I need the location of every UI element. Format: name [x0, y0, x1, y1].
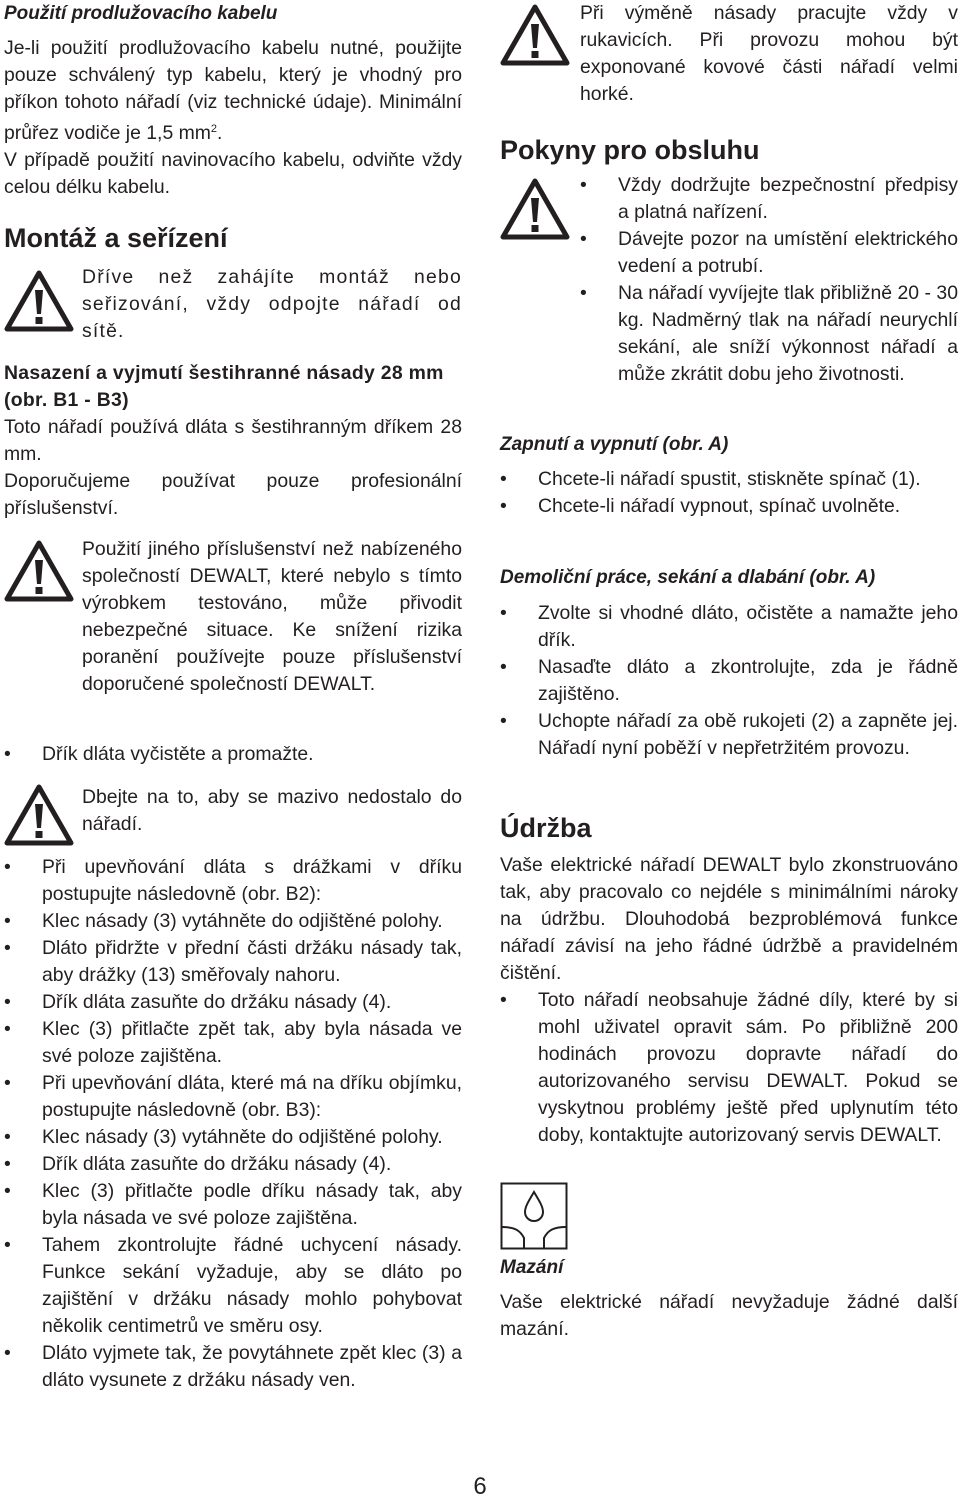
- list-item-text: Dřík dláta zasuňte do držáku násady (4).: [42, 1153, 392, 1175]
- operation-heading-text: Pokyny pro obsluhu: [500, 135, 760, 165]
- list-item: [4, 935, 462, 989]
- list-item: [4, 908, 462, 935]
- list-item: [4, 989, 462, 1016]
- bullet: •: [4, 1126, 11, 1148]
- list-item-text: Toto nářadí neobsahuje žádné díly, které by si mohl uživatel opravit sám. Po přibližně 200 hodinách provozu dopravte nářadí do autorizovaného servisu DEWALT. Pokud se vyskytnou problémy ještě před uplynutím této doby, kontaktujte autorizovaný servis DEWALT.: [538, 989, 958, 1146]
- list-item-text: Klec (3) přitlačte zpět tak, aby byla násada ve své poloze zajištěna.: [42, 1018, 462, 1067]
- hex-section: [4, 360, 462, 522]
- list-item-text: Dřík dláta vyčistěte a promažte.: [42, 743, 314, 765]
- list-item-clean-shank: [4, 741, 462, 768]
- left-column: [4, 0, 462, 1391]
- lubrication-paragraph: Vaše elektrické nářadí nevyžaduje žádné další mazání.: [500, 1291, 958, 1340]
- list-item: [4, 1124, 462, 1151]
- list-item: [500, 708, 958, 762]
- list-item: [4, 1232, 462, 1340]
- bullet: •: [580, 228, 587, 250]
- demolition-heading: Demoliční práce, sekání a dlabání (obr. A): [500, 567, 876, 588]
- list-item: [500, 493, 958, 520]
- bullet: •: [4, 1018, 11, 1040]
- demolition-list: [500, 600, 958, 762]
- assembly-warning-text: Dříve než zahájíte montáž nebo seřizování, vždy odpojte nářadí od sítě.: [82, 266, 462, 342]
- list-item: [4, 1340, 462, 1394]
- list-item-text: Klec (3) přitlačte podle dříku násady tak, aby byla násada ve své poloze zajištěna.: [42, 1180, 462, 1229]
- grease-warning: [4, 782, 462, 842]
- list-item: [4, 1178, 462, 1232]
- onoff-section: [500, 431, 958, 520]
- list-item-text: Zvolte si vhodné dláto, očistěte a namažte jeho dřík.: [538, 602, 958, 651]
- gloves-warning-text: Při výměně násady pracujte vždy v rukavicích. Při provozu mohou být exponované kovové části nářadí velmi horké.: [580, 2, 958, 105]
- lubrication-section: [500, 1254, 958, 1343]
- assembly-warning: [4, 266, 462, 348]
- accessories-warning-text: Použití jiného příslušenství než nabízeného společností DEWALT, které nebylo s tímto výrobkem testováno, může přivodit nebezpečné situace. Ke snížení rizika poranění používejte pouze příslušenství doporučené společností DEWALT.: [82, 538, 462, 695]
- list-item-text: Při upevňování dláta, které má na dříku objímku, postupujte následovně (obr. B3):: [42, 1072, 462, 1121]
- extension-p1-end: .: [217, 122, 223, 144]
- bullet: •: [500, 989, 507, 1011]
- list-item-text: Dřík dláta zasuňte do držáku násady (4).: [42, 991, 392, 1013]
- onoff-list: [500, 466, 958, 520]
- list-item-text: Dláto vyjmete tak, že povytáhnete zpět klec (3) a dláto vysunete z držáku násady ven.: [42, 1342, 462, 1391]
- oil-drop-icon: [500, 1182, 568, 1250]
- list-item-text: Na nářadí vyvíjejte tlak přibližně 20 - 30 kg. Nadměrný tlak na nářadí neurychlí sekání, ale sníží výkonnost nářadí a může zkrátit dobu jeho životnosti.: [618, 282, 958, 385]
- bullet: •: [580, 174, 587, 196]
- hex-paragraph-2: Doporučujeme používat pouze profesionální příslušenství.: [4, 470, 462, 519]
- lubrication-heading: Mazání: [500, 1257, 564, 1278]
- bullet: •: [4, 743, 11, 765]
- bullet: •: [580, 282, 587, 304]
- list-item-text: Vždy dodržujte bezpečnostní předpisy a platná nařízení.: [618, 174, 958, 223]
- accessories-warning: [4, 536, 462, 726]
- bullet: •: [4, 1072, 11, 1094]
- gloves-warning: [500, 0, 958, 110]
- hex-bullet-list: [4, 854, 462, 1394]
- list-item-text: Uchopte nářadí za obě rukojeti (2) a zapněte jej. Nářadí nyní poběží v nepřetržitém provozu.: [538, 710, 958, 759]
- bullet: •: [4, 910, 11, 932]
- list-item: [4, 1016, 462, 1070]
- hex-heading: Nasazení a vyjmutí šestihranné násady 28 mm (obr. B1 - B3): [4, 362, 444, 411]
- bullet: •: [500, 710, 507, 732]
- bullet: •: [4, 1342, 11, 1364]
- bullet: •: [500, 468, 507, 490]
- hex-paragraph-1: Toto nářadí používá dláta s šestihranným dříkem 28 mm.: [4, 416, 462, 465]
- extension-cable-section: [4, 0, 462, 201]
- assembly-heading: [4, 222, 462, 254]
- onoff-heading: Zapnutí a vypnutí (obr. A): [500, 434, 729, 455]
- list-item-text: Nasaďte dláto a zkontrolujte, zda je řádně zajištěno.: [538, 656, 958, 705]
- list-item-text: Dávejte pozor na umístění elektrického vedení a potrubí.: [618, 228, 958, 277]
- bullet: •: [4, 856, 11, 878]
- warning-triangle-icon: [4, 784, 74, 846]
- list-item: [4, 854, 462, 908]
- bullet: •: [4, 991, 11, 1013]
- list-item: [4, 1151, 462, 1178]
- bullet: •: [4, 937, 11, 959]
- bullet: •: [500, 602, 507, 624]
- list-item-text: Chcete-li nářadí vypnout, spínač uvolněte.: [538, 495, 901, 517]
- list-item-text: Klec násady (3) vytáhněte do odjištěné polohy.: [42, 910, 443, 932]
- list-item-text: Tahem zkontrolujte řádné uchycení násady. Funkce sekání vyžaduje, aby se dláto po zajištění v držáku násady mohlo pohybovat několik centimetrů ve směru osy.: [42, 1234, 462, 1337]
- operation-list: [580, 172, 958, 388]
- extension-cable-paragraph-2: V případě použití navinovacího kabelu, odviňte vždy celou délku kabelu.: [4, 149, 462, 198]
- list-item: [500, 987, 958, 1149]
- page-number: 6: [473, 1473, 487, 1500]
- list-item-text: Klec násady (3) vytáhněte do odjištěné polohy.: [42, 1126, 443, 1148]
- bullet: •: [4, 1180, 11, 1202]
- list-item-text: Při upevňování dláta s drážkami v dříku postupujte následovně (obr. B2):: [42, 856, 462, 905]
- list-item: [580, 226, 958, 280]
- extension-p1-text: Je-li použití prodlužovacího kabelu nutné, použijte pouze schválený typ kabelu, který je vhodný pro příkon tohoto nářadí (viz technické údaje). Minimální průřez vodiče je 1,5 mm: [4, 37, 462, 144]
- list-item-text: Dláto přidržte v přední části držáku násady tak, aby drážky (13) směřovaly nahoru.: [42, 937, 462, 986]
- extension-cable-paragraph-1: [4, 35, 462, 147]
- extension-cable-heading: Použití prodlužovacího kabelu: [4, 3, 278, 24]
- list-item: [500, 654, 958, 708]
- extension-p1-sup: 2: [210, 123, 218, 135]
- assembly-heading-text: Montáž a seřízení: [4, 223, 228, 253]
- bullet: •: [500, 656, 507, 678]
- list-item-text: Chcete-li nářadí spustit, stiskněte spínač (1).: [538, 468, 921, 490]
- maintenance-heading: Údržba: [500, 813, 592, 843]
- list-item: [580, 280, 958, 388]
- operation-heading: [500, 134, 958, 166]
- warning-triangle-icon: [500, 4, 570, 66]
- demolition-section: [500, 564, 958, 762]
- warning-triangle-icon: [4, 270, 74, 332]
- list-item: [500, 466, 958, 493]
- maintenance-section: [500, 812, 958, 1149]
- operation-warning: [500, 172, 958, 422]
- list-item: [500, 600, 958, 654]
- bullet: •: [4, 1234, 11, 1256]
- maintenance-paragraph: Vaše elektrické nářadí DEWALT bylo zkonstruováno tak, aby pracovalo co nejdéle s minimálními nároky na údržbu. Dlouhodobá bezproblémová funkce nářadí závisí na jeho řádné údržbě a pravidelném čištění.: [500, 854, 958, 984]
- warning-triangle-icon: [500, 178, 570, 240]
- bullet: •: [4, 1153, 11, 1175]
- list-item: [580, 172, 958, 226]
- grease-warning-text: Dbejte na to, aby se mazivo nedostalo do nářadí.: [82, 786, 462, 835]
- bullet: •: [500, 495, 507, 517]
- warning-triangle-icon: [4, 540, 74, 602]
- list-item: [4, 1070, 462, 1124]
